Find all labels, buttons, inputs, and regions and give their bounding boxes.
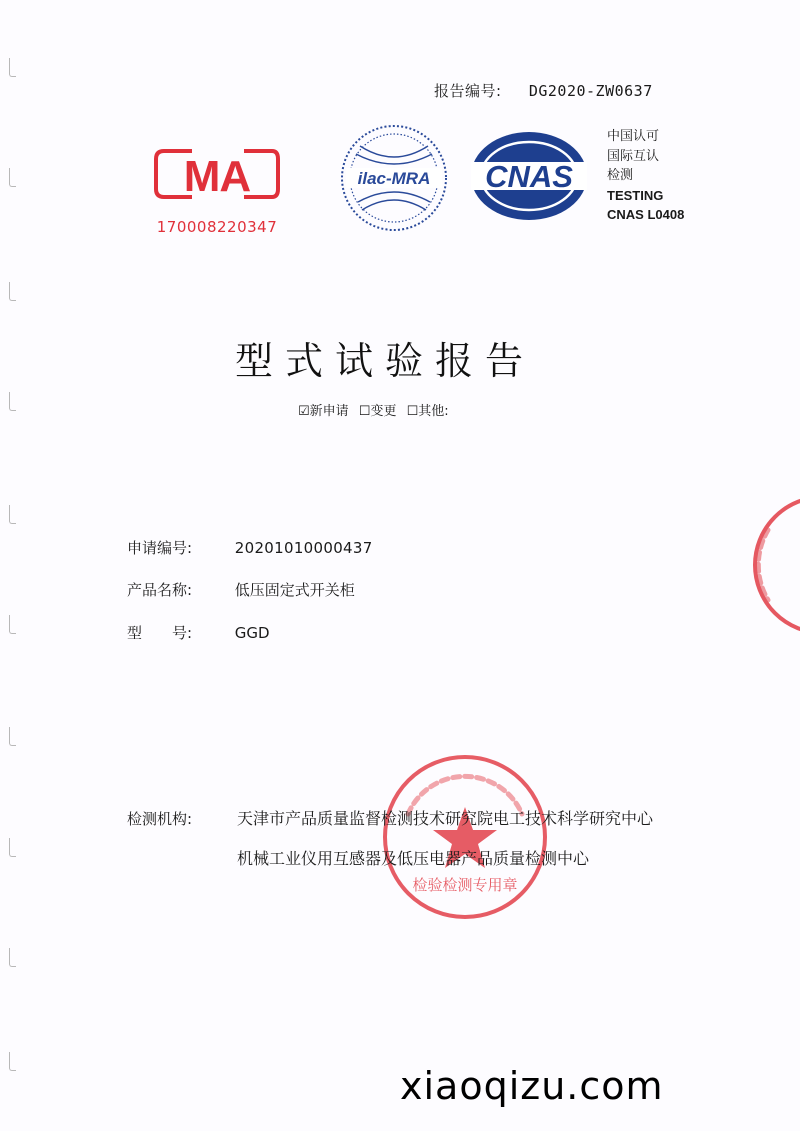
official-seal	[380, 752, 550, 922]
cma-logo	[152, 141, 282, 241]
binding-mark	[9, 58, 16, 77]
testing-org-line1: 天津市产品质量监督检测技术研究院电工技术科学研究中心	[237, 809, 654, 828]
option-change: ☐变更	[358, 404, 397, 419]
report-number-label: 报告编号:	[434, 82, 502, 100]
cnas-mark-text: CNAS	[485, 159, 573, 194]
cnas-line: 检测	[607, 168, 634, 183]
cnas-caption	[607, 127, 684, 225]
product-name-row	[127, 579, 355, 600]
application-type	[298, 400, 455, 419]
binding-mark	[9, 838, 16, 857]
cnas-line: TESTING	[607, 187, 664, 203]
binding-mark	[9, 615, 16, 634]
product-name-label: 产品名称:	[127, 581, 193, 599]
binding-mark	[9, 948, 16, 967]
application-number-row	[127, 537, 373, 558]
cnas-line: 中国认可	[607, 129, 660, 144]
testing-org-label: 检测机构:	[127, 810, 193, 828]
ilac-text: ilac-MRA	[357, 169, 431, 188]
cma-code: 170008220347	[156, 218, 278, 236]
binding-mark	[9, 392, 16, 411]
site-watermark: xiaoqizu.com	[400, 1064, 664, 1108]
edge-seal	[748, 490, 800, 640]
binding-mark	[9, 727, 16, 746]
application-number-value: 20201010000437	[234, 539, 373, 557]
model-label: 型 号:	[127, 624, 193, 642]
model-value: GGD	[234, 624, 270, 642]
seal-bottom-text: 检验检测专用章	[412, 876, 518, 894]
option-new-application: ☑新申请	[298, 404, 349, 419]
option-other: ☐其他:	[406, 404, 449, 419]
cma-mark-text: MA	[183, 152, 251, 201]
application-number-label: 申请编号:	[127, 539, 193, 557]
binding-mark	[9, 168, 16, 187]
product-name-value: 低压固定式开关柜	[234, 581, 355, 599]
model-row	[127, 622, 270, 643]
cnas-line: 国际互认	[607, 148, 660, 164]
testing-org-line2: 机械工业仪用互感器及低压电器产品质量检测中心	[237, 849, 590, 868]
binding-mark	[9, 1052, 16, 1071]
report-number-value: DG2020-ZW0637	[528, 82, 653, 100]
ilac-mra-logo	[338, 124, 450, 232]
binding-mark	[9, 282, 16, 301]
cnas-line: CNAS L0408	[607, 207, 685, 222]
document-title: 型式试验报告	[234, 339, 535, 383]
binding-mark	[9, 505, 16, 524]
report-number	[434, 80, 653, 101]
cnas-logo	[467, 128, 591, 224]
